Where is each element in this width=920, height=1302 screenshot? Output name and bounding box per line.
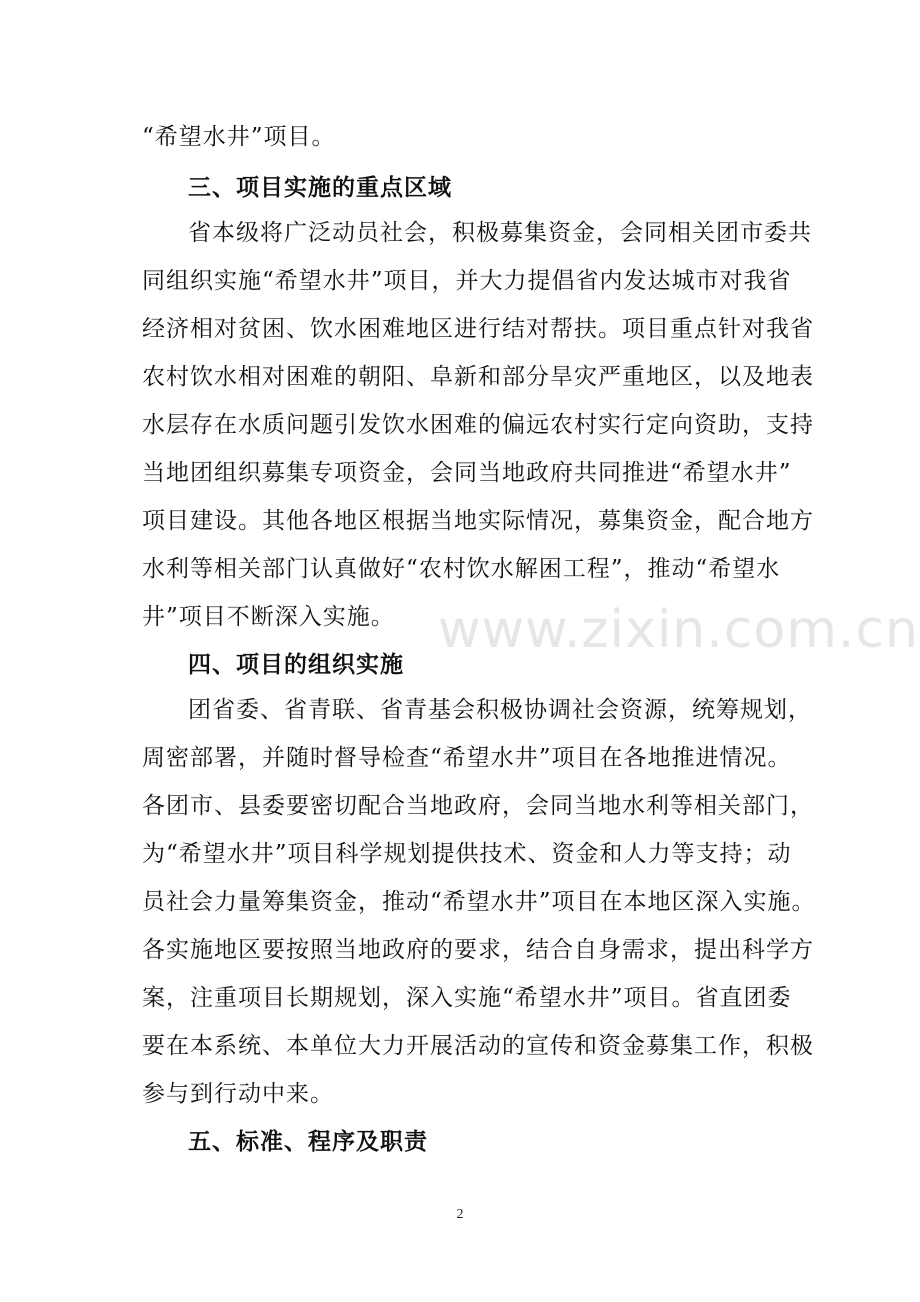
- section-heading-5: 五、标准、程序及职责: [188, 1129, 428, 1155]
- watermark-text: www.zixin.com.cn: [438, 600, 919, 660]
- body-line: 项目建设。其他各地区根据当地实际情况，募集资金，配合地方: [142, 508, 814, 534]
- body-line: 案，注重项目长期规划，深入实施“希望水井”项目。省直团委: [142, 985, 792, 1011]
- body-line: 同组织实施“希望水井”项目，并大力提倡省内发达城市对我省: [142, 268, 792, 294]
- body-line: 为“希望水井”项目科学规划提供技术、资金和人力等支持；动: [142, 841, 792, 867]
- body-line: 省本级将广泛动员社会，积极募集资金，会同相关团市委共: [188, 220, 812, 246]
- body-line: 当地团组织募集专项资金，会同当地政府共同推进“希望水井”: [142, 460, 792, 486]
- body-line: 水利等相关部门认真做好“农村饮水解困工程”，推动“希望水: [142, 556, 781, 582]
- body-line: 农村饮水相对困难的朝阳、阜新和部分旱灾严重地区，以及地表: [142, 364, 814, 390]
- section-heading-4: 四、项目的组织实施: [188, 652, 404, 678]
- page-number: 2: [456, 1207, 464, 1222]
- body-line: 经济相对贫困、饮水困难地区进行结对帮扶。项目重点针对我省: [142, 316, 814, 342]
- body-line: 各实施地区要按照当地政府的要求，结合自身需求，提出科学方: [142, 937, 814, 963]
- body-line: 要在本系统、本单位大力开展活动的宣传和资金募集工作，积极: [142, 1033, 814, 1059]
- body-line: 参与到行动中来。: [142, 1081, 334, 1107]
- body-line: 员社会力量筹集资金，推动“希望水井”项目在本地区深入实施。: [142, 889, 816, 915]
- body-line: 团省委、省青联、省青基会积极协调社会资源，统筹规划，: [188, 697, 812, 723]
- body-line: 周密部署，并随时督导检查“希望水井”项目在各地推进情况。: [142, 745, 792, 771]
- section-heading-3: 三、项目实施的重点区域: [188, 175, 452, 201]
- body-line: 各团市、县委要密切配合当地政府，会同当地水利等相关部门，: [142, 793, 814, 819]
- body-line: 井”项目不断深入实施。: [142, 604, 395, 630]
- body-line: 水层存在水质问题引发饮水困难的偏远农村实行定向资助，支持: [142, 412, 814, 438]
- body-line: “希望水井”项目。: [142, 124, 336, 150]
